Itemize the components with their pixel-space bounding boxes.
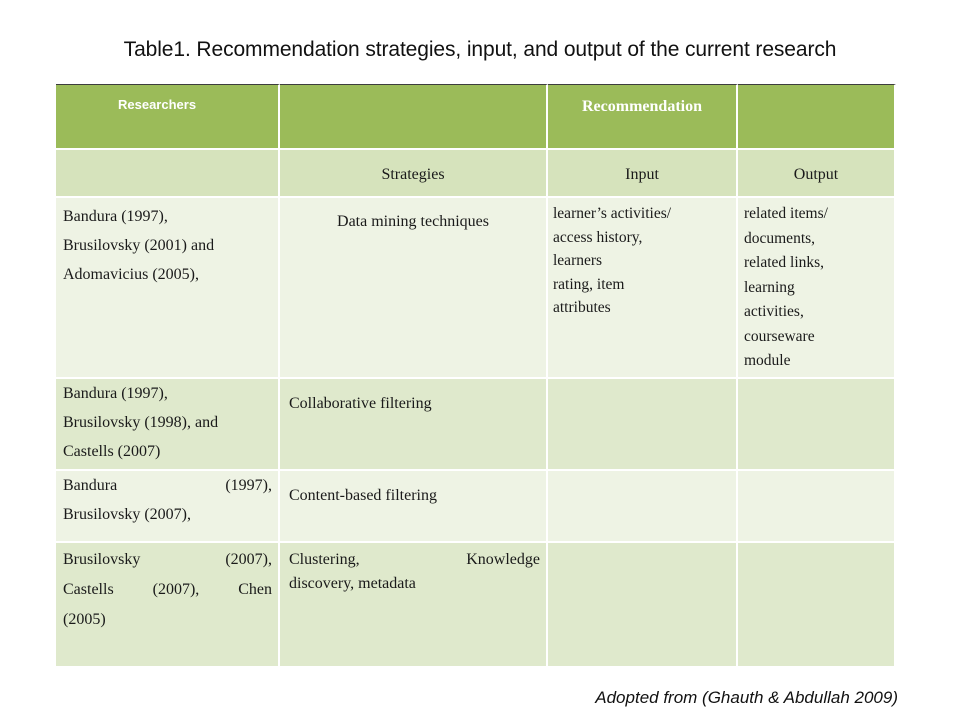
output-cell	[738, 471, 896, 543]
header-researchers: Researchers	[118, 97, 197, 112]
strategy-line: discovery, metadata	[289, 575, 416, 592]
output-cell	[738, 543, 896, 668]
strategy-cell: Data mining techniques	[280, 198, 548, 379]
input-line: attributes	[553, 299, 611, 316]
header-blank-cell	[280, 84, 548, 150]
header-output-blank-cell	[738, 84, 896, 150]
table-title: Table1. Recommendation strategies, input, and output of the current research	[123, 38, 837, 61]
input-cell	[548, 471, 738, 543]
researcher-line: Castells (2007)	[63, 443, 161, 460]
output-cell	[738, 198, 896, 379]
researcher-line: Bandura (1997),	[63, 385, 168, 402]
output-line: related links,	[744, 254, 825, 271]
researcher-line: Adomavicius (2005),	[63, 266, 199, 283]
recommendation-table	[56, 84, 896, 668]
subheader-input: Input	[548, 150, 738, 198]
output-line: related items/	[744, 205, 828, 222]
strategy-line: Clustering, Knowledge	[289, 551, 540, 568]
researchers-cell	[56, 198, 280, 379]
researcher-line: Bandura (1997),	[63, 477, 272, 494]
researcher-line: Brusilovsky (2001) and	[63, 237, 215, 254]
header-recommendation-cell	[548, 84, 738, 150]
researcher-line: Brusilovsky (1998), and	[63, 414, 219, 431]
researchers-cell	[56, 471, 280, 543]
source-footnote: Adopted from (Ghauth & Abdullah 2009)	[595, 688, 898, 707]
output-line: activities,	[744, 303, 804, 320]
researchers-cell	[56, 543, 280, 668]
researcher-line: Bandura (1997),	[63, 208, 168, 225]
output-line: documents,	[744, 229, 816, 247]
input-line: learner’s activities/	[553, 205, 672, 222]
researcher-line: Brusilovsky (2007),	[63, 506, 191, 523]
input-cell	[548, 198, 738, 379]
output-cell	[738, 379, 896, 471]
subheader-strategies: Strategies	[280, 150, 548, 198]
subheader-output: Output	[738, 150, 896, 198]
header-recommendation: Recommendation	[582, 98, 702, 115]
researcher-line: Brusilovsky (2007),	[63, 551, 272, 568]
output-line: courseware	[744, 327, 815, 345]
input-line: rating, item	[553, 275, 625, 293]
input-cell	[548, 379, 738, 471]
subheader-blank-cell	[56, 150, 280, 198]
header-researchers-cell	[56, 84, 280, 150]
strategy-cell: Content-based filtering	[280, 471, 548, 543]
input-line: learners	[553, 252, 603, 269]
strategy-cell: Collaborative filtering	[280, 379, 548, 471]
researchers-cell	[56, 379, 280, 471]
input-line: access history,	[553, 228, 643, 246]
output-line: learning	[744, 278, 795, 296]
input-cell	[548, 543, 738, 668]
researcher-line: Castells (2007), Chen	[63, 581, 272, 598]
researcher-line: (2005)	[63, 611, 106, 628]
output-line: module	[744, 352, 791, 369]
strategy-cell	[280, 543, 548, 668]
